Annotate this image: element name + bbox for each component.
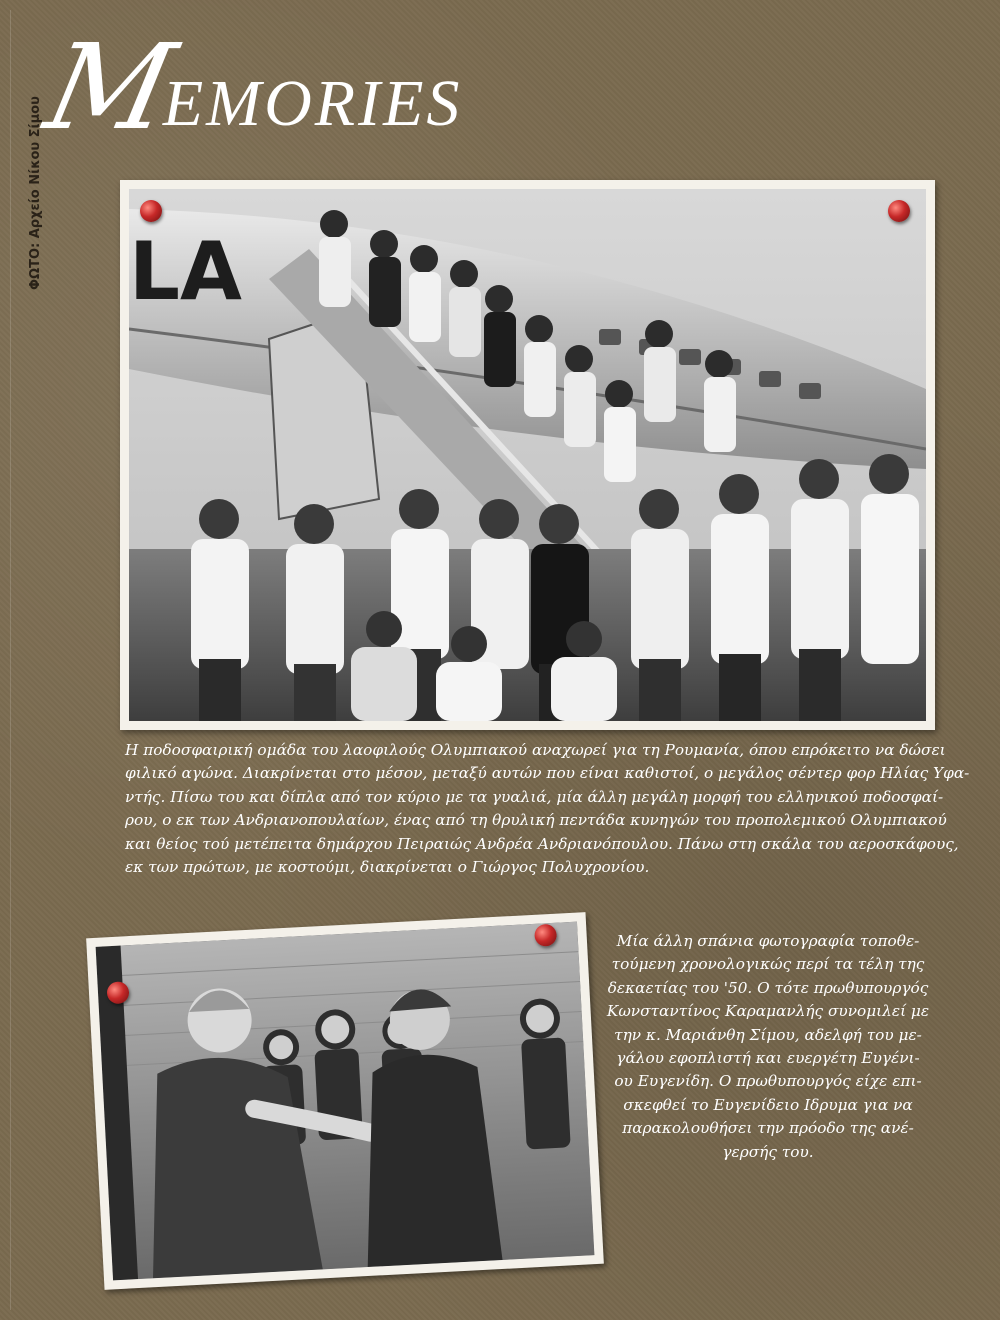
caption-line: δεκαετίας του '50. Ο τότε πρωθυπουργός [607,978,929,997]
caption-line: φιλικό αγώνα. Διακρίνεται στο μέσον, μεταξύ αυτών που είναι καθιστοί, ο μεγάλος σέντερ φορ Ηλίας Υφα- [125,764,970,783]
prime-minister-image [96,922,595,1281]
caption-line: εκ των πρώτων, με κοστούμι, διακρίνεται ο Γιώργος Πολυχρονίου. [125,858,650,877]
team-boarding-image [129,189,926,721]
caption-line: την κ. Μαριάνθη Σίμου, αδελφή του με- [614,1025,922,1044]
prime-minister-illustration [96,922,595,1281]
caption-line: σκεφθεί το Ευγενίδειο Ιδρυμα για να [623,1095,913,1114]
caption-line: γάλου εφοπλιστή και ευεργέτη Ευγένι- [616,1049,920,1068]
caption-line: ντής. Πίσω του και δίπλα από τον κύριο με τα γυαλιά, μία άλλη μεγάλη μορφή του ελληνικού ποδοσφαί- [125,787,944,806]
caption-line: τούμενη χρονολογικώς περί τα τέλη της [611,955,925,974]
photo-prime-minister [86,912,604,1290]
plane-lettering: LA [129,225,242,318]
caption-line: ρου, ο εκ των Ανδριανοπουλαίων, ένας από τη θρυλική πεντάδα κυνηγών του προπολεμικού Ολυμπιακού [125,811,947,830]
caption-line: Μία άλλη σπάνια φωτογραφία τοποθε- [616,932,920,950]
title-rest: EMORIES [162,67,463,140]
title-initial: M [35,18,186,156]
pin-icon [140,200,162,222]
caption-prime-minister [598,930,938,1164]
team-boarding-illustration [129,189,926,721]
caption-line: Κωνσταντίνος Καραμανλής συνομιλεί με [606,1002,930,1021]
pin-icon [888,200,910,222]
caption-line: Η ποδοσφαιρική ομάδα του λαοφιλούς Ολυμπιακού αναχωρεί για τη Ρουμανία, όπου επρόκειτο να δώσει [125,741,946,759]
page-title [35,18,463,156]
caption-line: ου Ευγενίδη. Ο πρωθυπουργός είχε επι- [614,1072,922,1091]
photo-credit: ΦΩΤΟ: Αρχείο Νίκου Σίμου [28,96,43,290]
caption-team-photo [125,739,970,879]
caption-line: και θείος τού μετέπειτα δημάρχου Πειραιώς Ανδρέα Ανδριανόπουλου. Πάνω στη σκάλα του αεροσκάφους, [125,834,959,853]
photo-team-boarding [120,180,935,730]
caption-line: γερσής του. [722,1142,814,1161]
caption-line: παρακολουθήσει την πρόοδο της ανέ- [622,1119,914,1138]
